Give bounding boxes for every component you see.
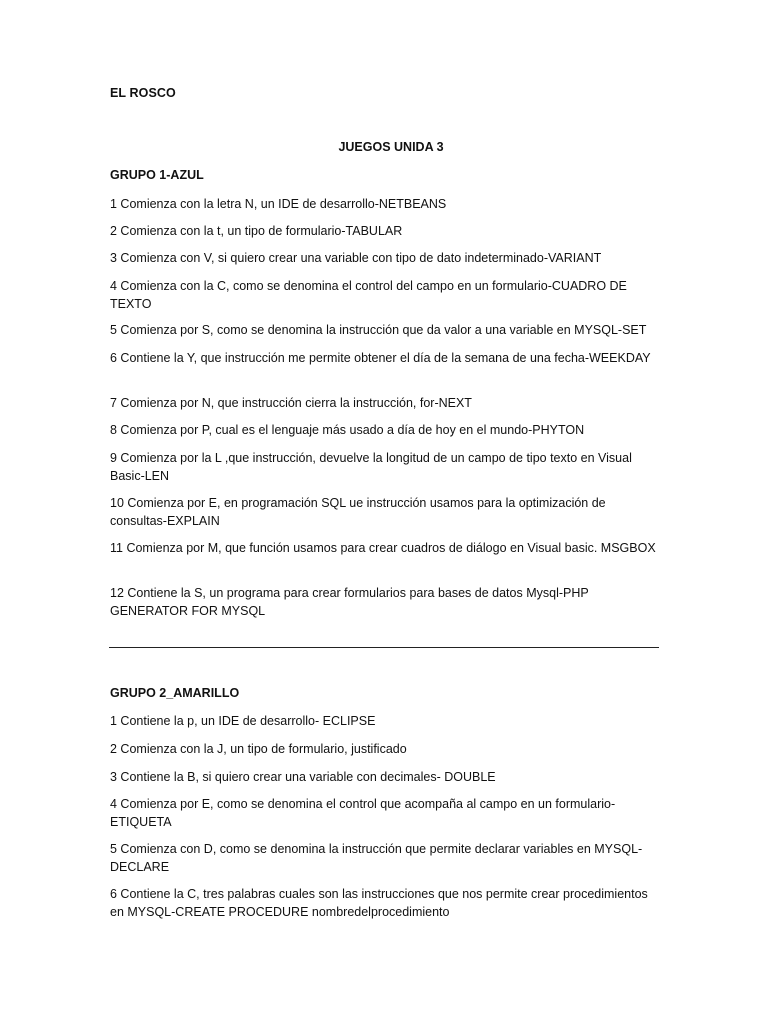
section-divider (109, 647, 659, 648)
group1-item: 12 Contiene la S, un programa para crear formularios para bases de datos Mysql-PHP GENERATOR FOR MYSQL (110, 586, 589, 618)
group2-item: 6 Contiene la C, tres palabras cuales son las instrucciones que nos permite crear procedimientos en MYSQL-CREATE PROCEDURE nombredelprocedimiento (110, 887, 648, 919)
document-subtitle: JUEGOS UNIDA 3 (338, 140, 444, 154)
group1-item: 1 Comienza con la letra N, un IDE de desarrollo-NETBEANS (110, 197, 447, 211)
document-title: EL ROSCO (110, 86, 176, 100)
group1-item: 2 Comienza con la t, un tipo de formulario-TABULAR (110, 224, 403, 238)
group2-item: 3 Contiene la B, si quiero crear una variable con decimales- DOUBLE (110, 770, 496, 784)
group1-item: 6 Contiene la Y, que instrucción me permite obtener el día de la semana de una fecha-WEEKDAY (110, 351, 651, 365)
group2-item: 1 Contiene la p, un IDE de desarrollo- ECLIPSE (110, 714, 376, 728)
group2-item: 5 Comienza con D, como se denomina la instrucción que permite declarar variables en MYSQL-DECLARE (110, 842, 643, 874)
group1-heading: GRUPO 1-AZUL (110, 168, 204, 182)
group2-item: 2 Comienza con la J, un tipo de formulario, justificado (110, 742, 407, 756)
group1-item: 4 Comienza con la C, como se denomina el control del campo en un formulario-CUADRO DE TEXTO (110, 279, 627, 311)
group1-item: 11 Comienza por M, que función usamos para crear cuadros de diálogo en Visual basic. MSGBOX (110, 541, 656, 555)
group1-item: 3 Comienza con V, si quiero crear una variable con tipo de dato indeterminado-VARIANT (110, 251, 602, 265)
group1-item: 7 Comienza por N, que instrucción cierra la instrucción, for-NEXT (110, 396, 472, 410)
group2-heading: GRUPO 2_AMARILLO (110, 686, 240, 700)
group1-item: 8 Comienza por P, cual es el lenguaje más usado a día de hoy en el mundo-PHYTON (110, 423, 585, 437)
group1-item: 10 Comienza por E, en programación SQL ue instrucción usamos para la optimización de consultas-EXPLAIN (110, 496, 606, 528)
group2-item: 4 Comienza por E, como se denomina el control que acompaña al campo en un formulario-ETIQUETA (110, 797, 616, 829)
group1-item: 5 Comienza por S, como se denomina la instrucción que da valor a una variable en MYSQL-SET (110, 323, 647, 337)
group1-item: 9 Comienza por la L ,que instrucción, devuelve la longitud de un campo de tipo texto en Visual Basic-LEN (110, 451, 632, 483)
